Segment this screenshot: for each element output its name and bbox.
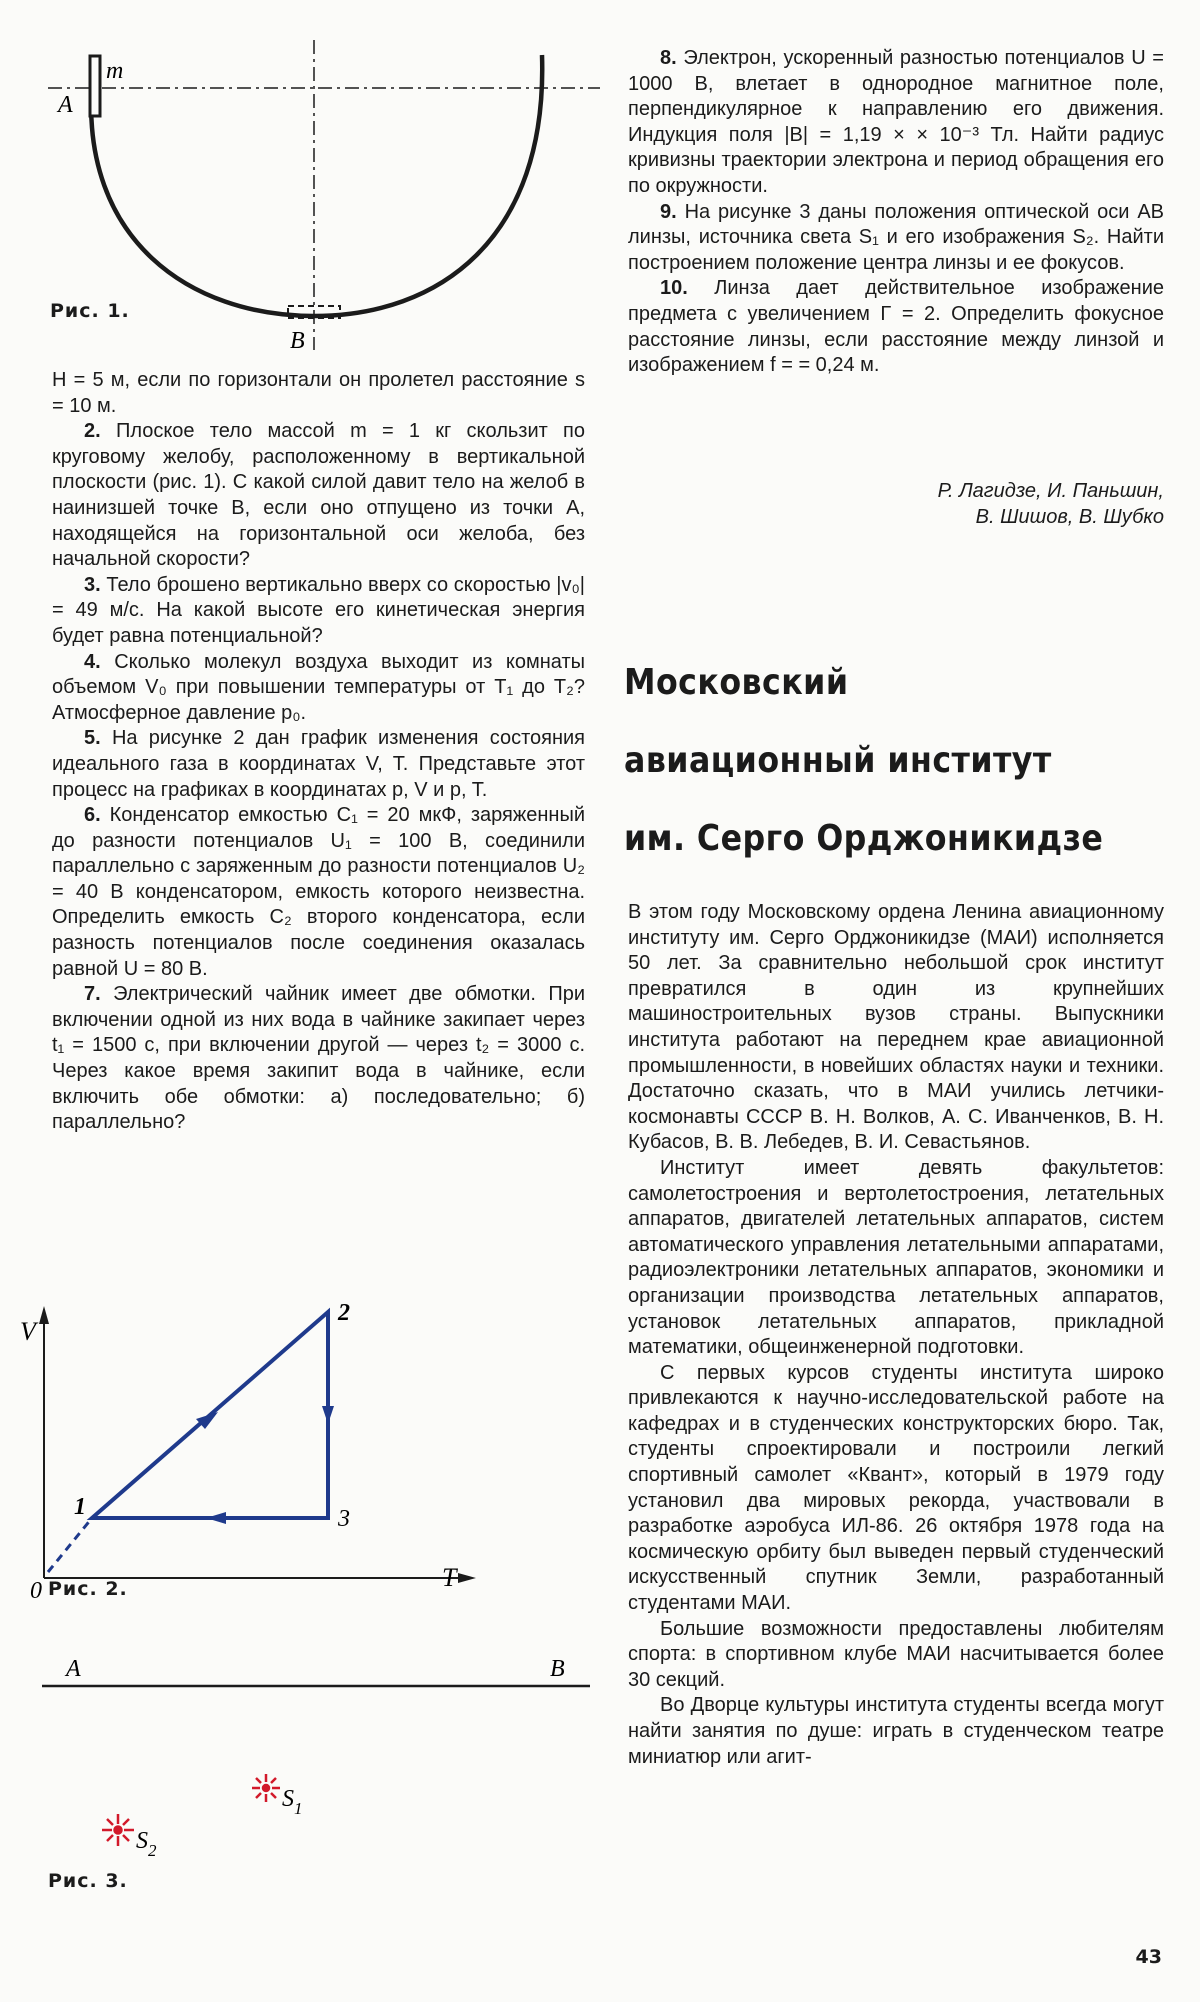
problem-5 (52, 726, 585, 803)
authors-line-1: Р. Лагидзе, И. Паньшин, (937, 480, 1164, 502)
problem-text: Линза дает действительное изображение предмета с увеличением Γ = 2. Определить фокусное расстояние линзы, если расстояние между линзой и изображением f = = 0,24 м. (628, 277, 1164, 377)
s1-subscript: 1 (294, 1799, 303, 1818)
point-2: 2 (338, 1300, 350, 1326)
problem-number: 2. (84, 420, 101, 443)
problem-8 (628, 46, 1164, 200)
problem-number: 8. (660, 47, 677, 69)
label-v: V (20, 1317, 36, 1346)
problem-number: 10. (660, 277, 688, 300)
right-column-problems (628, 46, 1164, 379)
problem-4 (52, 650, 585, 727)
label-b: B (550, 1656, 565, 1682)
t-axis-arrow (458, 1573, 476, 1583)
problem-text: На рисунке 2 дан график изменения состояния идеального газа в координатах V, T. Представьте этот процесс на графиках в координатах p, V и p, T. (52, 727, 585, 801)
body-mass-block (90, 56, 100, 116)
label-m: m (106, 58, 124, 84)
label-a: A (58, 92, 73, 118)
authors (938, 478, 1164, 530)
problem-1-continuation: H = 5 м, если по горизонтали он пролетел расстояние s = 10 м. (52, 369, 585, 417)
problem-number: 9. (660, 200, 677, 223)
problem-number: 7. (84, 983, 101, 1006)
figure-2-caption: Рис. 2. (48, 1578, 128, 1600)
point-1: 1 (74, 1494, 86, 1520)
problem-text: Сколько молекул воздуха выходит из комнаты объемом V₀ при повышении температуры от T₁ до T₂? Атмосферное давление p₀. (52, 650, 585, 724)
problem-6 (52, 803, 585, 982)
problem-text: Электрический чайник имеет две обмотки. При включении одной из них вода в чайнике закипает через t₁ = 1500 с, при включении другой — через t₂ = 3000 с. Через какое время закипит вода в чайнике, если включить обе обмотки: а) последовательно; б) параллельно? (52, 983, 585, 1134)
extrapolation-dashed (48, 1518, 92, 1572)
problem-3 (52, 573, 585, 650)
article-heading (624, 644, 1103, 878)
label-origin: 0 (30, 1578, 42, 1600)
problem-number: 3. (84, 573, 101, 596)
v-axis-arrow (39, 1306, 49, 1324)
heading-line-2: авиационный институт (624, 740, 1052, 781)
problem-text: Конденсатор емкостью C₁ = 20 мкФ, заряженный до разности потенциалов U₁ = 100 В, соединили параллельно с заряженным до разности потенциалов U₂ = 40 В конденсатором, емкость которого неизвестна. Определить емкость C₂ второго конденсатора, если разность потенциалов после соединения оказалась равной U = 80 В. (52, 804, 586, 980)
problem-2 (52, 419, 585, 573)
authors-line-2: В. Шишов, В. Шубко (975, 506, 1164, 528)
circular-chute (91, 55, 542, 316)
problem-7 (52, 982, 585, 1136)
left-column (52, 368, 585, 1136)
problem-number: 5. (84, 727, 101, 750)
arrow-2-to-3 (322, 1406, 334, 1424)
s2-subscript: 2 (148, 1841, 157, 1860)
article-paragraph-3: С первых курсов студенты института широко привлекаются к научно-исследовательской работе на кафедрах и в студенческих конструкторских бюро. Так, студенты спроектировали и построили легкий спортивный самолет «Квант», который в 1979 году установил два мировых рекорда, участвовали в разработке аэробуса ИЛ-86. 26 октября 1978 года на космическую орбиту был выведен первый студенческий искусственный спутник Земли, разработанный студентами МАИ. (628, 1361, 1164, 1615)
article-paragraph-2: Институт имеет девять факультетов: самолетостроения и вертолетостроения, летательных аппаратов, двигателей летательных аппаратов, систем автоматического управления летательными аппаратами, радиоэлектроники летательных аппаратов, экономики и организации производства летательных аппаратов, установок летательных аппаратов, прикладной математики, общеинженерной подготовки. (628, 1156, 1164, 1359)
problem-10 (628, 276, 1164, 378)
problem-text: Электрон, ускоренный разностью потенциалов U = 1000 В, влетает в однородное магнитное поле, перпендикулярное к направлению его движения. Индукция поля |B| = 1,19 × × 10⁻³ Тл. Найти радиус кривизны траектории электрона и период обращения его по окружности. (628, 47, 1164, 197)
figure-3-diagram (30, 1650, 600, 1870)
figure-2-graph (20, 1300, 480, 1600)
figure-3-caption: Рис. 3. (48, 1870, 128, 1892)
point-3: 3 (338, 1506, 350, 1532)
problem-number: 4. (84, 650, 101, 673)
label-s2 (136, 1828, 157, 1860)
problem-text: Плоское тело массой m = 1 кг скользит по круговому желобу, расположенному в вертикальной плоскости (рис. 1). С какой силой давит тело на желоб в наинизшей точке B, если оно отпущено из точки A, находящейся на горизонтальной оси желоба, без начальной скорости? (52, 420, 585, 571)
label-s1 (282, 1786, 303, 1818)
heading-line-1: Московский (624, 662, 849, 703)
s1-letter: S (282, 1786, 294, 1812)
image-s2-star-icon (102, 1814, 134, 1846)
heading-line-3: им. Серго Орджоникидзе (624, 818, 1104, 859)
problem-number: 6. (84, 804, 101, 827)
article-body (628, 900, 1164, 1770)
problem-9 (628, 200, 1164, 277)
page-number: 43 (1135, 1946, 1162, 1968)
figure-1-caption: Рис. 1. (50, 300, 130, 322)
s2-letter: S (136, 1828, 148, 1854)
label-t: T (442, 1563, 457, 1592)
article-paragraph-4: Большие возможности предоставлены любителям спорта: в спортивном клубе МАИ насчитывается более 30 секций. (628, 1617, 1164, 1691)
label-b: B (290, 328, 305, 354)
article-paragraph-1: В этом году Московскому ордена Ленина авиационному институту им. Серго Орджоникидзе (МАИ) исполняется 50 лет. За сравнительно небольшой срок институт превратился в один из крупнейших машиностроительных вузов страны. Выпускники института работают на переднем крае авиационной промышленности, в новейших областях науки и техники. Достаточно сказать, что в МАИ учились летчики-космонавты СССР В. Н. Волков, А. С. Иванченков, В. Н. Кубасов, В. В. Лебедев, В. И. Севастьянов. (628, 901, 1164, 1154)
label-a: A (66, 1656, 81, 1682)
arrow-3-to-1 (206, 1512, 226, 1524)
article-paragraph-5: Во Дворце культуры института студенты всегда могут найти занятия по душе: играть в студенческом театре миниатюр или агит- (628, 1694, 1164, 1768)
problem-text: На рисунке 3 даны положения оптической оси AB линзы, источника света S₁ и его изображения S₂. Найти построением положение центра линзы и ее фокусов. (628, 200, 1164, 274)
source-s1-star-icon (252, 1774, 280, 1802)
problem-text: Тело брошено вертикально вверх со скоростью |v₀| = 49 м/с. На какой высоте его кинетическая энергия будет равна потенциальной? (52, 573, 585, 647)
